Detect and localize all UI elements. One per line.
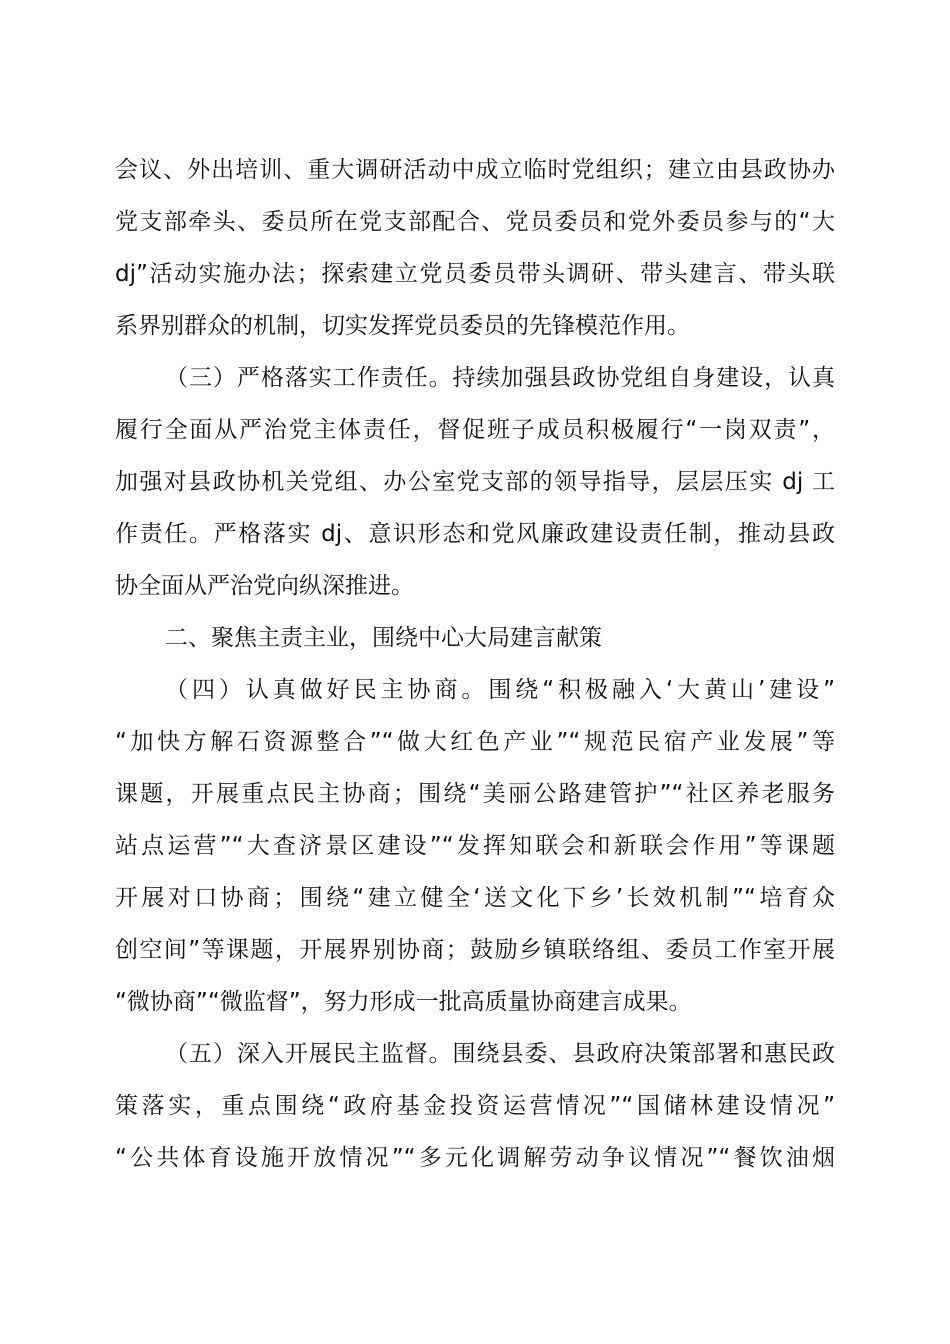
body-text-line: 站点运营”“大查济景区建设”“发挥知联会和新联会作用”等课题 bbox=[115, 833, 835, 859]
body-text-line: “公共体育设施开放情况”“多元化调解劳动争议情况”“餐饮油烟 bbox=[115, 1145, 835, 1171]
section-heading-line: （四）认真做好民主协商。围绕“积极融入‘大黄山’建设” bbox=[165, 677, 835, 703]
body-text-line: 党支部牵头、委员所在党支部配合、党员委员和党外委员参与的“大 bbox=[115, 209, 835, 235]
body-text-line: 创空间”等课题，开展界别协商；鼓励乡镇联络组、委员工作室开展 bbox=[115, 937, 835, 963]
body-text-line: 课题，开展重点民主协商；围绕“美丽公路建管护”“社区养老服务 bbox=[115, 781, 835, 807]
section-heading-line: （五）深入开展民主监督。围绕县委、县政府决策部署和惠民政 bbox=[165, 1041, 835, 1067]
body-text-line: 协全面从严治党向纵深推进。 bbox=[115, 573, 414, 599]
body-text-line: 加强对县政协机关党组、办公室党支部的领导指导，层层压实 dj 工 bbox=[115, 469, 835, 495]
body-text-line: 策落实，重点围绕“政府基金投资运营情况”“国储林建设情况” bbox=[115, 1093, 835, 1119]
body-text-line: dj”活动实施办法；探索建立党员委员带头调研、带头建言、带头联 bbox=[115, 261, 835, 287]
section-heading-line: （三）严格落实工作责任。持续加强县政协党组自身建设，认真 bbox=[165, 365, 835, 391]
body-text-line: 开展对口协商；围绕“建立健全‘送文化下乡’长效机制”“培育众 bbox=[115, 885, 835, 911]
body-text-line: 会议、外出培训、重大调研活动中成立临时党组织；建立由县政协办 bbox=[115, 157, 835, 183]
body-text-line: 履行全面从严治党主体责任，督促班子成员积极履行“一岗双责”， bbox=[115, 417, 835, 443]
body-text-line: “加快方解石资源整合”“做大红色产业”“规范民宿产业发展”等 bbox=[115, 729, 835, 755]
body-text-line: 作责任。严格落实 dj、意识形态和党风廉政建设责任制，推动县政 bbox=[115, 521, 835, 547]
body-text-line: “微协商”“微监督”，努力形成一批高质量协商建言成果。 bbox=[115, 989, 692, 1015]
body-text-line: 系界别群众的机制，切实发挥党员委员的先锋模范作用。 bbox=[115, 313, 690, 339]
chapter-heading: 二、聚焦主责主业，围绕中心大局建言献策 bbox=[165, 625, 602, 651]
